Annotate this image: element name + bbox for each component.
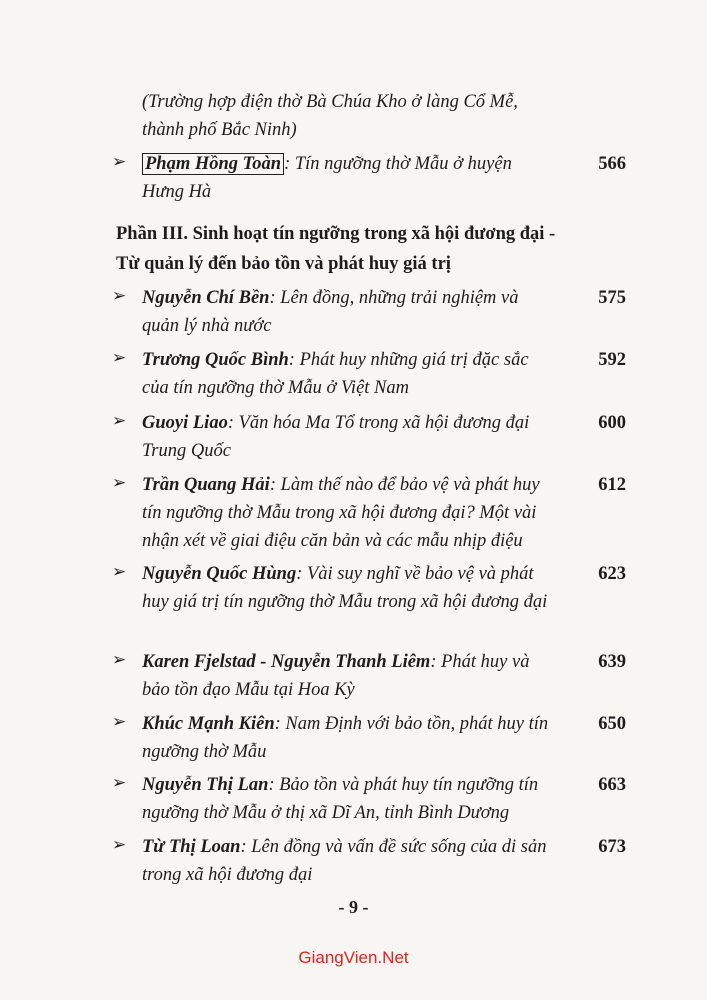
arrowhead-bullet-icon: ➢ (112, 712, 127, 732)
entry-page-number: 566 (598, 154, 626, 174)
entry-author: Guoyi Liao (142, 413, 228, 433)
entry-text (142, 648, 554, 704)
toc-entry (112, 346, 626, 402)
arrowhead-bullet-icon: ➢ (112, 152, 127, 172)
toc-entry (112, 710, 626, 766)
entry-text (142, 284, 554, 340)
section-heading: Phần III. Sinh hoạt tín ngưỡng trong xã hội đương đại - Từ quản lý đến bảo tồn và phát huy giá trị (116, 224, 556, 274)
arrowhead-bullet-icon: ➢ (112, 650, 127, 670)
page-folio: - 9 - (338, 897, 369, 917)
entry-title: : Vài suy nghĩ về bảo vệ và phát huy giá trị tín ngưỡng thờ Mẫu trong xã hội đương đại (142, 564, 548, 612)
entry-author: Từ Thị Loan (142, 837, 241, 857)
entry-text (142, 150, 554, 206)
entry-title: : Bảo tồn và phát huy tín ngưỡng tín ngưỡng thờ Mẫu ở thị xã Dĩ An, tỉnh Bình Dương (142, 775, 539, 823)
arrowhead-bullet-icon: ➢ (112, 835, 127, 855)
toc-entry (112, 833, 626, 889)
entry-author: Karen Fjelstad - Nguyễn Thanh Liêm (142, 652, 431, 672)
entry-page-number: 639 (598, 652, 626, 672)
arrowhead-bullet-icon: ➢ (112, 562, 127, 582)
entry-page-number: 623 (598, 564, 626, 584)
entry-page-number: 612 (598, 475, 626, 495)
entry-title: : Nam Định với bảo tồn, phát huy tín ngưỡng thờ Mẫu (142, 714, 549, 762)
entry-page-number: 650 (598, 714, 626, 734)
arrowhead-bullet-icon: ➢ (112, 411, 127, 431)
arrowhead-bullet-icon: ➢ (112, 773, 127, 793)
entry-author: Nguyễn Thị Lan (142, 775, 269, 795)
arrowhead-bullet-icon: ➢ (112, 473, 127, 493)
arrowhead-bullet-icon: ➢ (112, 348, 127, 368)
entry-page-number: 575 (598, 288, 626, 308)
entry-title: : Lên đồng và vấn đề sức sống của di sản trong xã hội đương đại (142, 837, 547, 885)
entry-text (142, 560, 554, 616)
entry-author: Phạm Hồng Toàn (142, 153, 284, 175)
entry-text (142, 710, 554, 766)
toc-entry (112, 771, 626, 827)
entry-page-number: 673 (598, 837, 626, 857)
entry-page-number: 600 (598, 413, 626, 433)
entry-title: : Phát huy những giá trị đặc sắc của tín ngưỡng thờ Mẫu ở Việt Nam (142, 350, 529, 398)
entry-title: : Tín ngưỡng thờ Mẫu ở huyện Hưng Hà (142, 154, 512, 202)
toc-entry (112, 648, 626, 704)
entry-author: Khúc Mạnh Kiên (142, 714, 275, 734)
entry-page-number: 592 (598, 350, 626, 370)
entry-text (142, 471, 554, 555)
entry-author: Nguyễn Chí Bền (142, 288, 270, 308)
continuation-text: (Trường hợp điện thờ Bà Chúa Kho ở làng Cổ Mễ, thành phố Bắc Ninh) (142, 92, 518, 140)
toc-entry (112, 409, 626, 465)
entry-title: : Làm thế nào để bảo vệ và phát huy tín ngưỡng thờ Mẫu trong xã hội đương đại? Một vài nhận xét về giai điệu căn bản và các mẫu nhịp điệu (142, 475, 540, 551)
entry-text (142, 346, 554, 402)
toc-entry (112, 284, 626, 340)
entry-text (142, 409, 554, 465)
entry-author: Trương Quốc Bình (142, 350, 289, 370)
entry-text (142, 833, 554, 889)
entry-page-number: 663 (598, 775, 626, 795)
entry-title: : Phát huy và bảo tồn đạo Mẫu tại Hoa Kỳ (142, 652, 530, 700)
toc-entry (112, 560, 626, 616)
entry-author: Trần Quang Hải (142, 475, 270, 495)
watermark: GiangVien.Net (298, 948, 409, 967)
toc-entry (112, 150, 626, 206)
entry-title: : Văn hóa Ma Tổ trong xã hội đương đại Trung Quốc (142, 413, 530, 461)
toc-entry (112, 471, 626, 555)
arrowhead-bullet-icon: ➢ (112, 286, 127, 306)
entry-title: : Lên đồng, những trải nghiệm và quản lý nhà nước (142, 288, 519, 336)
entry-author: Nguyễn Quốc Hùng (142, 564, 297, 584)
entry-text (142, 771, 554, 827)
